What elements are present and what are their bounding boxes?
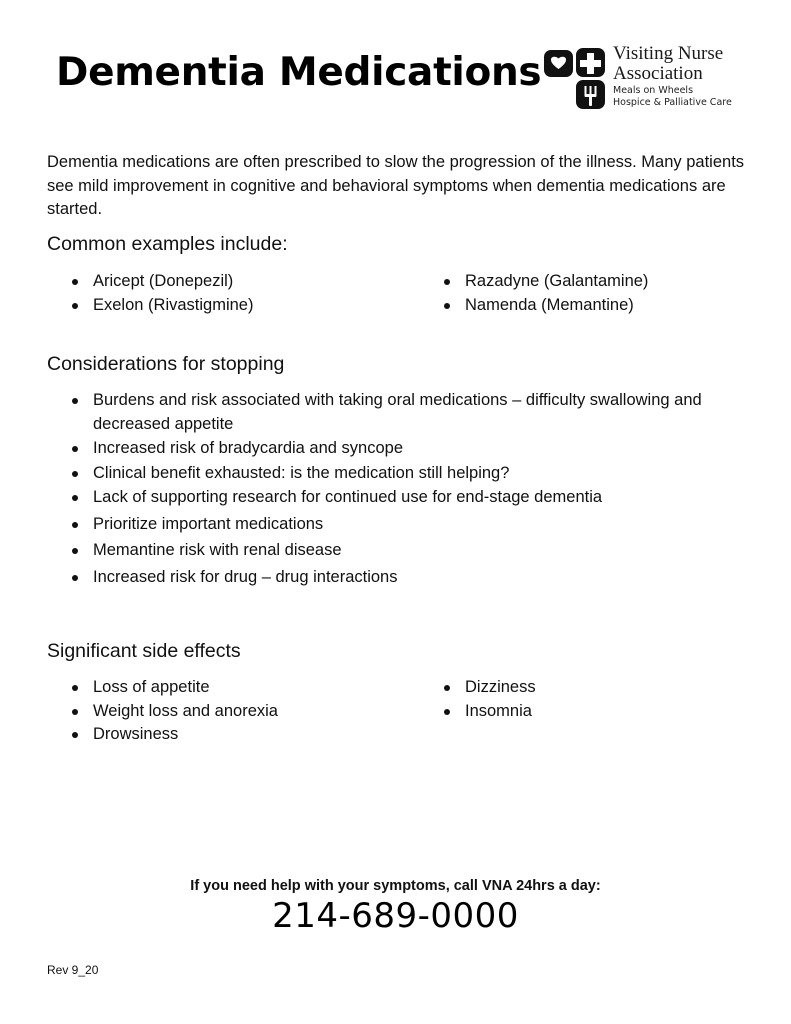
list-item: Increased risk of bradycardia and syncope xyxy=(69,437,759,461)
intro-paragraph: Dementia medications are often prescribed to slow the progression of the illness. Many patients see mild improvement in cognitive and behavioral symptoms when dementia medications are started. xyxy=(47,153,745,218)
revision-label: Rev 9_20 xyxy=(47,963,99,977)
vna-logo xyxy=(543,44,753,114)
common-examples-list-right xyxy=(441,270,648,317)
list-item: Lack of supporting research for continued use for end-stage dementia xyxy=(69,486,759,510)
list-item: Namenda (Memantine) xyxy=(441,294,648,318)
help-text: If you need help with your symptoms, call VNA 24hrs a day: xyxy=(190,878,601,894)
phone-number: 214-689-0000 xyxy=(272,896,519,936)
list-item: Increased risk for drug – drug interactions xyxy=(69,566,759,590)
list-item: Prioritize important medications xyxy=(69,513,759,537)
stopping-list xyxy=(69,389,759,589)
page-title: Dementia Medications xyxy=(56,50,542,95)
stopping-heading: Considerations for stopping xyxy=(47,353,285,375)
list-item: Weight loss and anorexia xyxy=(69,700,278,724)
list-item: Dizziness xyxy=(441,676,536,700)
common-examples-list-left xyxy=(69,270,253,317)
side-effects-list-right xyxy=(441,676,536,723)
logo-subtitle-line2: Hospice & Palliative Care xyxy=(613,97,732,108)
logo-org-name-line1: Visiting Nurse xyxy=(613,43,724,64)
list-item: Drowsiness xyxy=(69,723,278,747)
vna-logo-icon xyxy=(543,44,609,112)
list-item: Burdens and risk associated with taking oral medications – difficulty swallowing and decreased appetite xyxy=(69,389,759,436)
logo-subtitle-line1: Meals on Wheels xyxy=(613,85,694,96)
side-effects-list-left xyxy=(69,676,278,747)
list-item: Insomnia xyxy=(441,700,536,724)
list-item: Razadyne (Galantamine) xyxy=(441,270,648,294)
side-effects-heading: Significant side effects xyxy=(47,640,241,662)
list-item: Exelon (Rivastigmine) xyxy=(69,294,253,318)
list-item: Memantine risk with renal disease xyxy=(69,539,759,563)
list-item: Clinical benefit exhausted: is the medication still helping? xyxy=(69,462,759,486)
common-examples-heading: Common examples include: xyxy=(47,233,288,255)
list-item: Loss of appetite xyxy=(69,676,278,700)
logo-org-name-line2: Association xyxy=(613,63,703,84)
list-item: Aricept (Donepezil) xyxy=(69,270,253,294)
logo-text xyxy=(613,44,753,109)
